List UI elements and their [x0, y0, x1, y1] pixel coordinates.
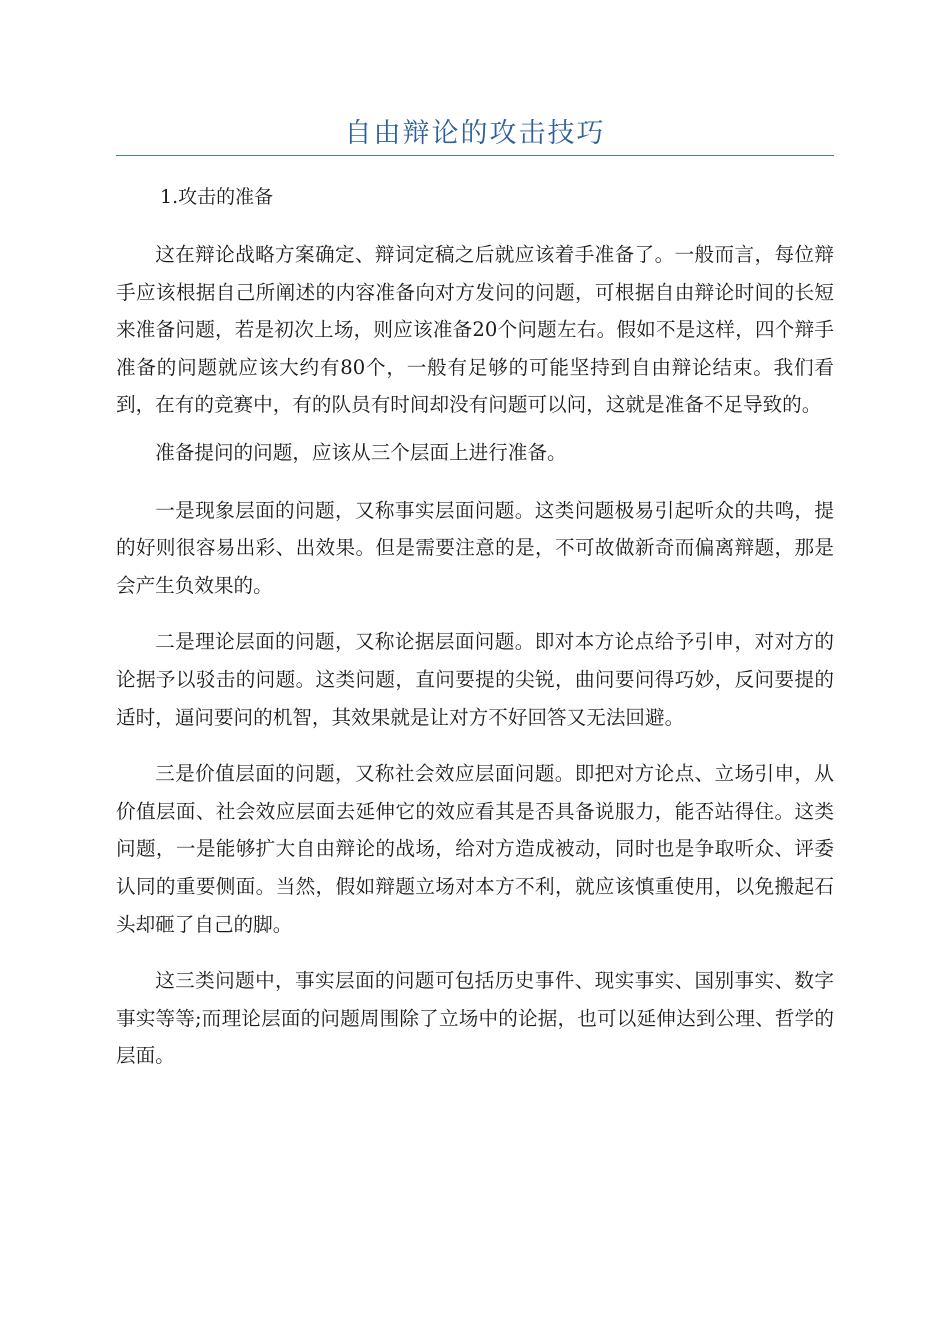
paragraph-summary: 这三类问题中，事实层面的问题可包括历史事件、现实事实、国别事实、数字事实等等;而理论层面的问题周围除了立场中的论据，也可以延伸达到公理、哲学的层面。	[116, 969, 834, 1068]
paragraph-preparation: 这在辩论战略方案确定、辩词定稿之后就应该着手准备了。一般而言，每位辩手应该根据自己所阐述的内容准备向对方发问的问题，可根据自由辩论时间的长短来准备问题，若是初次上场，则应该准备20个问题左右。假如不是这样，四个辩手准备的问题就应该大约有80个，一般有足够的可能坚持到自由辩论结束。我们看到，在有的竞赛中，有的队员有时间却没有问题可以问，这就是准备不足导致的。	[116, 243, 834, 417]
paragraph-phenomenon-level: 一是现象层面的问题，又称事实层面问题。这类问题极易引起听众的共鸣，提的好则很容易出彩、出效果。但是需要注意的是，不可故做新奇而偏离辩题，那是会产生负效果的。	[116, 498, 834, 597]
paragraph-three-levels: 准备提问的问题，应该从三个层面上进行准备。	[155, 440, 567, 464]
section-heading: 1.攻击的准备	[160, 186, 274, 208]
paragraph-value-level: 三是价值层面的问题，又称社会效应层面问题。即把对方论点、立场引申，从价值层面、社会效应层面去延伸它的效应看其是否具备说服力，能否站得住。这类问题，一是能够扩大自由辩论的战场，给对方造成被动，同时也是争取听众、评委认同的重要侧面。当然，假如辩题立场对本方不利，就应该慎重使用，以免搬起石头却砸了自己的脚。	[116, 762, 834, 936]
document-title: 自由辩论的攻击技巧	[344, 118, 606, 149]
paragraph-theory-level: 二是理论层面的问题，又称论据层面问题。即对本方论点给予引申，对对方的论据予以驳击的问题。这类问题，直问要提的尖锐，曲问要问得巧妙，反问要提的适时，逼问要问的机智，其效果就是让对方不好回答又无法回避。	[116, 630, 834, 729]
title-underline	[116, 155, 834, 156]
